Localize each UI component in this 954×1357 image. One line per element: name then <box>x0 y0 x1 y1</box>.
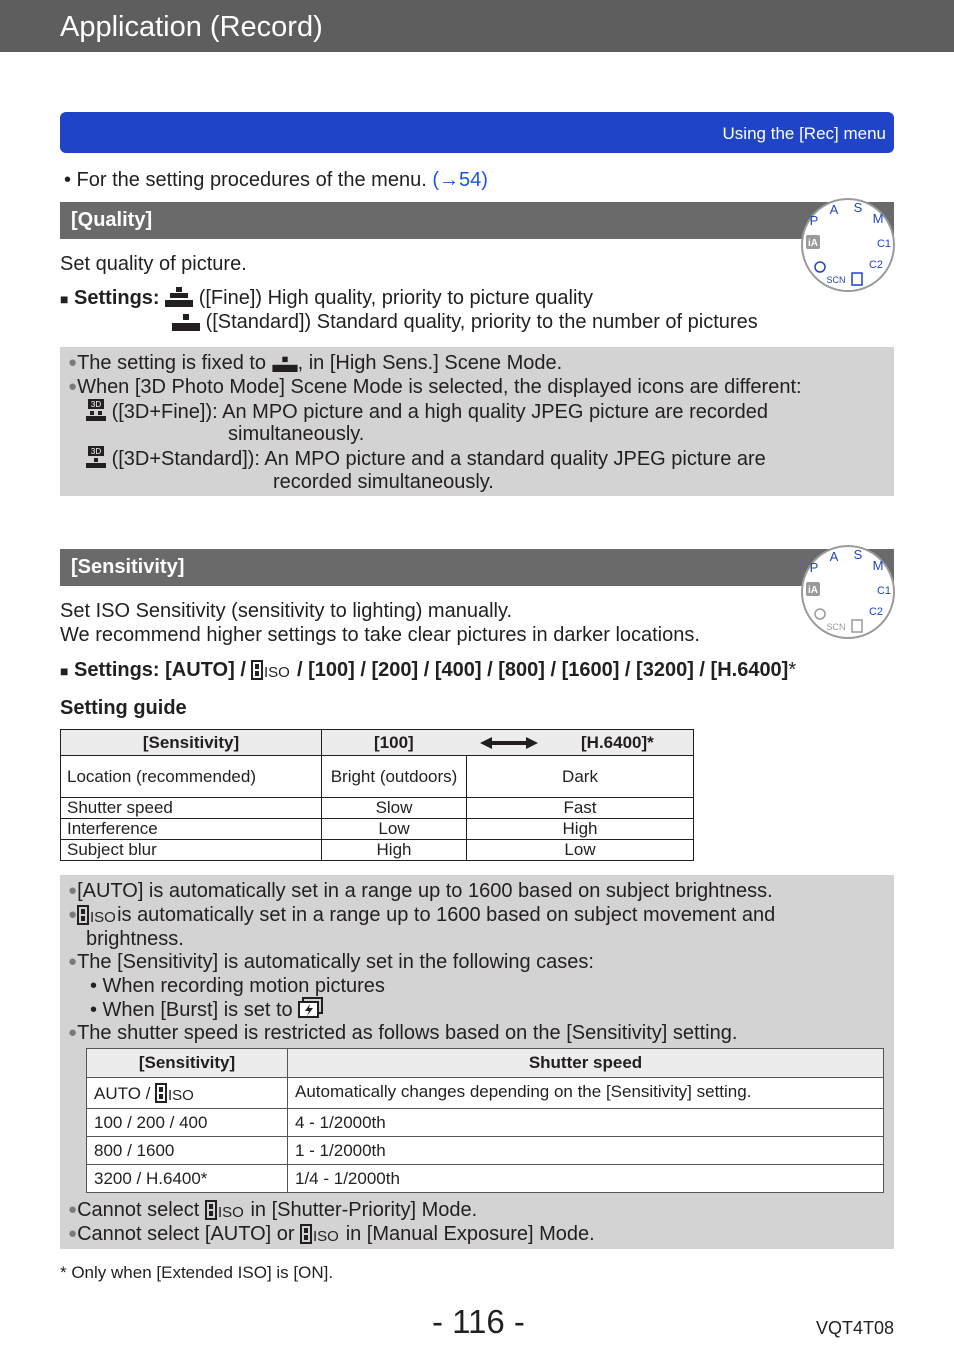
sensitivity-note-3: ●The [Sensitivity] is automatically set in the following cases: <box>68 951 594 973</box>
shutter-header-sensitivity: [Sensitivity] <box>87 1049 288 1078</box>
quality-setting-standard <box>172 310 758 334</box>
guide-header-sensitivity: [Sensitivity] <box>61 730 322 756</box>
standard-quality-icon <box>272 354 298 372</box>
mode-dial-icon <box>800 197 896 293</box>
shutter-row-sensitivity: 100 / 200 / 400 <box>87 1109 288 1137</box>
svg-text:ISO: ISO <box>90 909 116 925</box>
intelligent-iso-icon <box>77 905 117 925</box>
double-arrow-icon <box>480 737 538 749</box>
page-number: - 116 - <box>432 1303 525 1340</box>
intelligent-iso-icon <box>251 660 291 680</box>
quality-setting-fine: ■ Settings: ([Fine]) High quality, priority to picture quality <box>60 287 593 309</box>
guide-header-range: [100] [H.6400]* <box>322 730 694 756</box>
intro-text: • For the setting procedures of the menu. <box>64 169 427 191</box>
quality-description: Set quality of picture. <box>60 253 247 275</box>
quality-note-3d-fine: 3D ([3D+Fine]): An MPO picture and a high quality JPEG picture are recorded <box>86 399 768 424</box>
sensitivity-settings: ■ Settings: [AUTO] / ISO / [100] / [200] / [400] / [800] / [1600] / [3200] / [H.6400]* <box>60 659 797 681</box>
burst-icon <box>298 997 324 1019</box>
shutter-row-speed: 1 - 1/2000th <box>288 1137 884 1165</box>
shutter-row-sensitivity: AUTO / ISO <box>87 1078 288 1109</box>
dial-p: P <box>809 213 819 228</box>
quality-notes-box <box>60 347 894 496</box>
dial-c1: C1 <box>876 238 892 250</box>
sensitivity-note-5: ●Cannot select ISO in [Shutter-Priority] Mode. <box>68 1199 478 1221</box>
shutter-header-speed: Shutter speed <box>288 1049 884 1078</box>
standard-quality-icon <box>172 311 200 331</box>
shutter-row-sensitivity: 800 / 1600 <box>87 1137 288 1165</box>
sensitivity-note-3-sub2: • When [Burst] is set to <box>90 997 324 1022</box>
dial-c2: C2 <box>868 606 884 618</box>
guide-row-label: Interference <box>61 819 322 840</box>
dial-ia: iA <box>808 585 818 596</box>
dial-a: A <box>829 202 839 217</box>
dial-scn: SCN <box>826 622 846 632</box>
setting-guide-title: Setting guide <box>60 697 187 719</box>
quality-note-1: ●The setting is fixed to , in [High Sens.] Scene Mode. <box>68 352 563 374</box>
svg-text:ISO: ISO <box>168 1086 194 1103</box>
sensitivity-note-6: ●Cannot select [AUTO] or ISO in [Manual Exposure] Mode. <box>68 1223 595 1245</box>
quality-heading: [Quality] <box>71 209 153 231</box>
quality-note-3d-standard: 3D ([3D+Standard]): An MPO picture and a standard quality JPEG picture are <box>86 446 766 471</box>
rec-menu-nav-bar[interactable] <box>60 112 894 153</box>
dial-s: S <box>853 547 863 562</box>
intelligent-iso-icon <box>205 1200 245 1220</box>
dial-m: M <box>872 558 884 573</box>
svg-text:3D: 3D <box>90 447 102 456</box>
shutter-row-sensitivity: 3200 / H.6400* <box>87 1165 288 1193</box>
sensitivity-note-2: ● ISO is automatically set in a range up to 1600 based on subject movement and <box>68 904 776 926</box>
sensitivity-note-3-sub1: • When recording motion pictures <box>90 975 385 997</box>
svg-text:ISO: ISO <box>264 664 291 680</box>
quality-note-3d-standard-cont: recorded simultaneously. <box>273 471 494 493</box>
svg-text:ISO: ISO <box>217 1204 244 1220</box>
sensitivity-heading: [Sensitivity] <box>71 556 185 578</box>
standard-label: ([Standard]) Standard quality, priority to the number of pictures <box>205 311 758 333</box>
sensitivity-note-1: ●[AUTO] is automatically set in a range up to 1600 based on subject brightness. <box>68 880 773 902</box>
page-title: Application (Record) <box>60 11 323 43</box>
3d-fine-icon <box>86 399 106 421</box>
guide-row-label: Location (recommended) <box>61 756 322 798</box>
guide-row-label: Shutter speed <box>61 798 322 819</box>
sensitivity-description-1: Set ISO Sensitivity (sensitivity to lighting) manually. <box>60 600 513 622</box>
dial-p: P <box>809 560 819 575</box>
page-header <box>0 0 954 52</box>
sensitivity-description-2: We recommend higher settings to take clear pictures in darker locations. <box>60 624 700 646</box>
footnote: * Only when [Extended ISO] is [ON]. <box>60 1263 334 1282</box>
shutter-speed-table <box>86 1048 884 1193</box>
sensitivity-note-2-cont: brightness. <box>86 928 184 950</box>
quality-heading-bar <box>60 202 894 239</box>
dial-c2: C2 <box>868 259 884 271</box>
dial-ia: iA <box>808 238 818 249</box>
fine-quality-icon <box>165 287 193 307</box>
quality-note-2: ●When [3D Photo Mode] Scene Mode is selected, the displayed icons are different: <box>68 376 802 398</box>
dial-c1: C1 <box>876 585 892 597</box>
dial-s: S <box>853 200 863 215</box>
dial-scn: SCN <box>826 275 846 285</box>
fine-label: ([Fine]) High quality, priority to picture quality <box>198 287 593 309</box>
shutter-row-speed: Automatically changes depending on the [Sensitivity] setting. <box>288 1078 884 1109</box>
intelligent-iso-icon <box>155 1083 195 1103</box>
sensitivity-heading-bar <box>60 549 894 586</box>
setting-guide-table: [Sensitivity] [100] [H.6400]* Location (recommended) Bright (outdoors) Dark Shutter speed Slow Fast Interference Low High Subject blur High Low <box>60 729 694 861</box>
page-ref-link[interactable]: (→54) <box>432 169 488 191</box>
shutter-row-speed: 1/4 - 1/2000th <box>288 1165 884 1193</box>
shutter-row-speed: 4 - 1/2000th <box>288 1109 884 1137</box>
dial-m: M <box>872 211 884 226</box>
dial-a: A <box>829 549 839 564</box>
rec-menu-link[interactable]: Using the [Rec] menu <box>722 124 886 143</box>
svg-text:3D: 3D <box>90 400 102 409</box>
mode-dial-icon <box>800 544 896 640</box>
intro-line <box>64 168 488 192</box>
3d-standard-icon <box>86 446 106 468</box>
document-code: VQT4T08 <box>815 1318 894 1338</box>
svg-text:ISO: ISO <box>313 1228 339 1244</box>
quality-note-3d-fine-cont: simultaneously. <box>228 423 365 445</box>
sensitivity-note-4: ●The shutter speed is restricted as follows based on the [Sensitivity] setting. <box>68 1022 738 1044</box>
intelligent-iso-icon <box>300 1224 340 1244</box>
settings-label: Settings: <box>74 287 160 309</box>
guide-row-label: Subject blur <box>61 840 322 861</box>
